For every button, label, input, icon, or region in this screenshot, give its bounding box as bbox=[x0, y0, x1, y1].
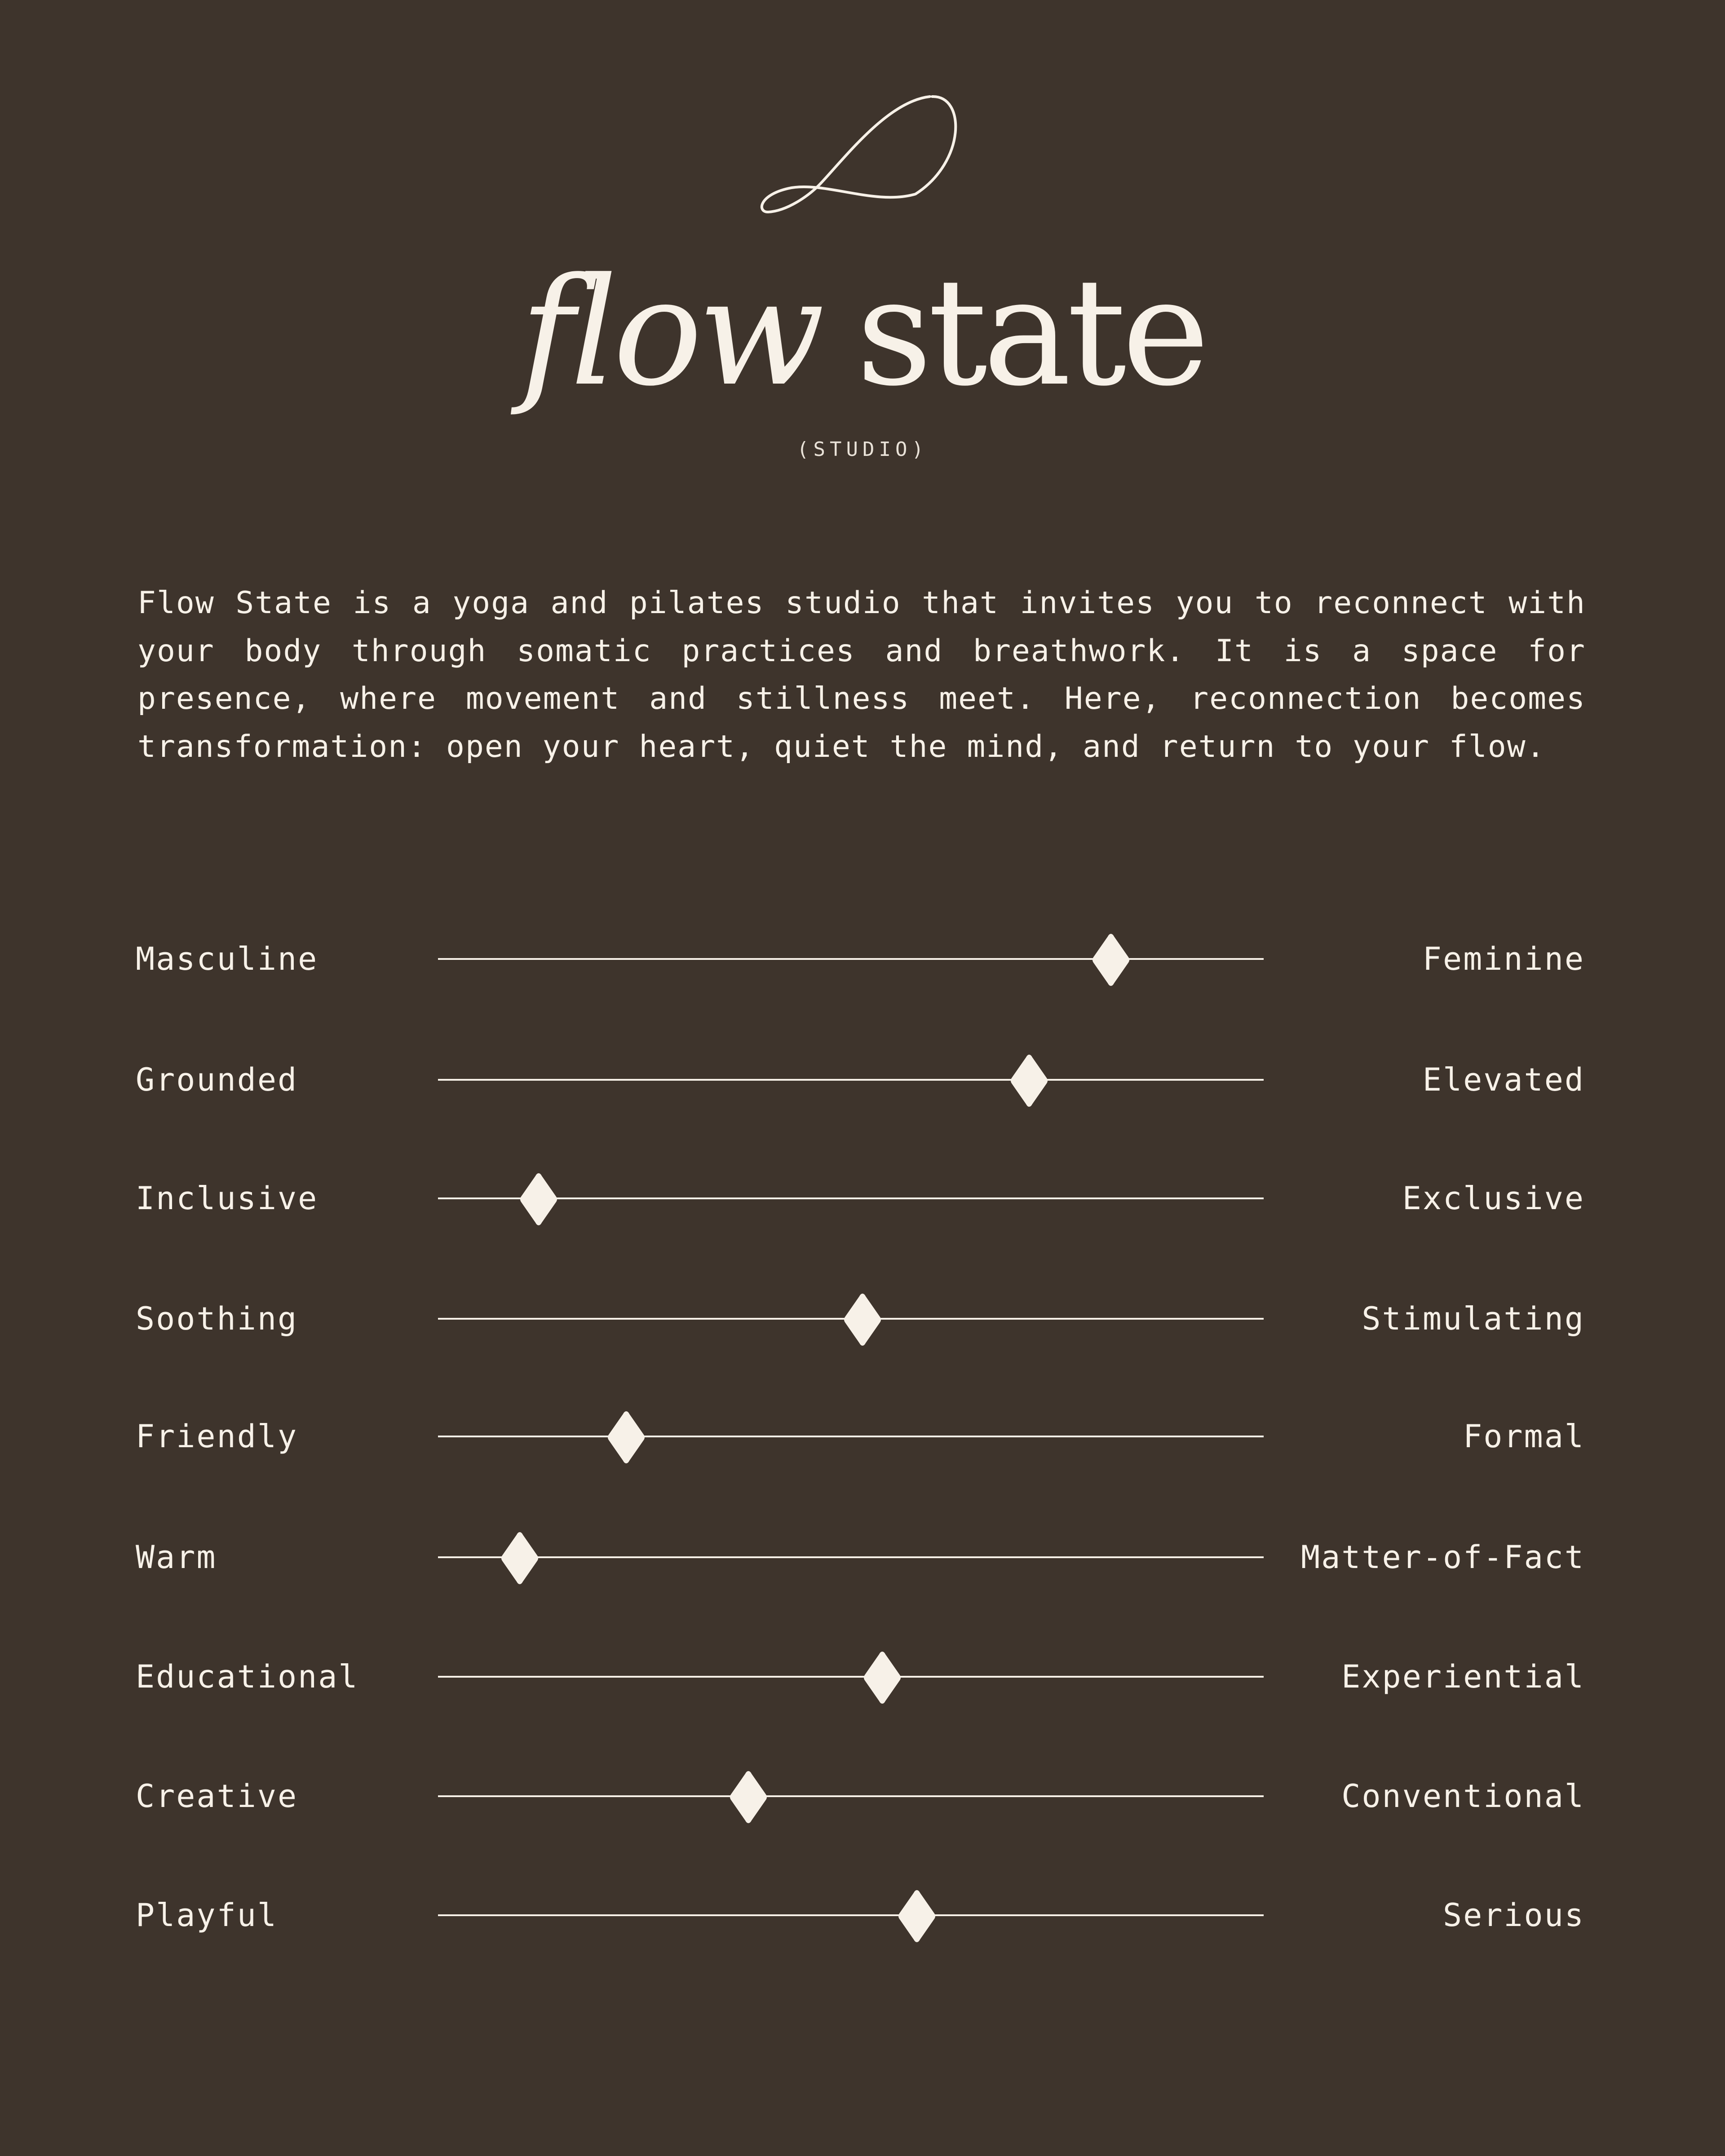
scale-diamond-marker bbox=[606, 1409, 646, 1465]
scale-right-label: Elevated bbox=[1422, 1061, 1585, 1098]
brand-title-word-state: state bbox=[856, 246, 1205, 419]
scale-right-label: Serious bbox=[1442, 1897, 1585, 1934]
scale-diamond-marker bbox=[500, 1530, 540, 1586]
scale-diamond-marker bbox=[842, 1292, 883, 1348]
scale-row bbox=[0, 1645, 1725, 1708]
scale-diamond-marker bbox=[897, 1888, 937, 1944]
scale-right-label: Experiential bbox=[1341, 1658, 1585, 1695]
scale-row bbox=[0, 1405, 1725, 1468]
scale-row bbox=[0, 1167, 1725, 1230]
scale-diamond-marker bbox=[862, 1650, 902, 1705]
brand-description: Flow State is a yoga and pilates studio that invites you to reconnect with your body through somatic practices and breathwork. It is a space for presence, where movement and stillness meet. Here, reconnection becomes transformation: open your heart, quiet the mind, and return to your flow. bbox=[137, 585, 1586, 764]
scale-left-label: Warm bbox=[136, 1539, 217, 1576]
scale-left-label: Masculine bbox=[136, 941, 318, 977]
scale-track bbox=[438, 1914, 1264, 1916]
scale-right-label: Formal bbox=[1463, 1418, 1585, 1455]
scale-row bbox=[0, 1287, 1725, 1350]
scale-track bbox=[438, 1197, 1264, 1199]
scale-right-label: Stimulating bbox=[1362, 1300, 1585, 1337]
scale-track bbox=[438, 1795, 1264, 1797]
scale-left-label: Playful bbox=[136, 1897, 278, 1934]
scale-row bbox=[0, 1884, 1725, 1947]
scale-row bbox=[0, 928, 1725, 990]
brand-title bbox=[0, 238, 1725, 427]
scale-row bbox=[0, 1048, 1725, 1111]
scale-diamond-marker bbox=[518, 1171, 559, 1227]
scale-diamond-marker bbox=[1009, 1053, 1049, 1109]
brand-title-word-flow: flow bbox=[520, 246, 821, 419]
scale-track bbox=[438, 1556, 1264, 1558]
scale-track bbox=[438, 1079, 1264, 1081]
scale-left-label: Educational bbox=[136, 1658, 359, 1695]
scale-right-label: Conventional bbox=[1341, 1778, 1585, 1815]
brand-subtitle: (STUDIO) bbox=[797, 438, 928, 461]
scale-left-label: Friendly bbox=[136, 1418, 298, 1455]
scale-track bbox=[438, 1436, 1264, 1437]
scale-track bbox=[438, 1676, 1264, 1678]
scale-diamond-marker bbox=[1091, 932, 1131, 988]
scale-row bbox=[0, 1526, 1725, 1589]
scale-diamond-marker bbox=[728, 1769, 769, 1825]
scale-left-label: Creative bbox=[136, 1778, 298, 1815]
scale-right-label: Matter-of-Fact bbox=[1300, 1539, 1585, 1576]
scale-right-label: Exclusive bbox=[1402, 1180, 1585, 1217]
scale-left-label: Soothing bbox=[136, 1300, 298, 1337]
flowing-loop-icon bbox=[755, 90, 970, 220]
scale-right-label: Feminine bbox=[1422, 941, 1585, 977]
scale-row bbox=[0, 1765, 1725, 1828]
scale-track bbox=[438, 958, 1264, 960]
scale-left-label: Grounded bbox=[136, 1061, 298, 1098]
scale-left-label: Inclusive bbox=[136, 1180, 318, 1217]
